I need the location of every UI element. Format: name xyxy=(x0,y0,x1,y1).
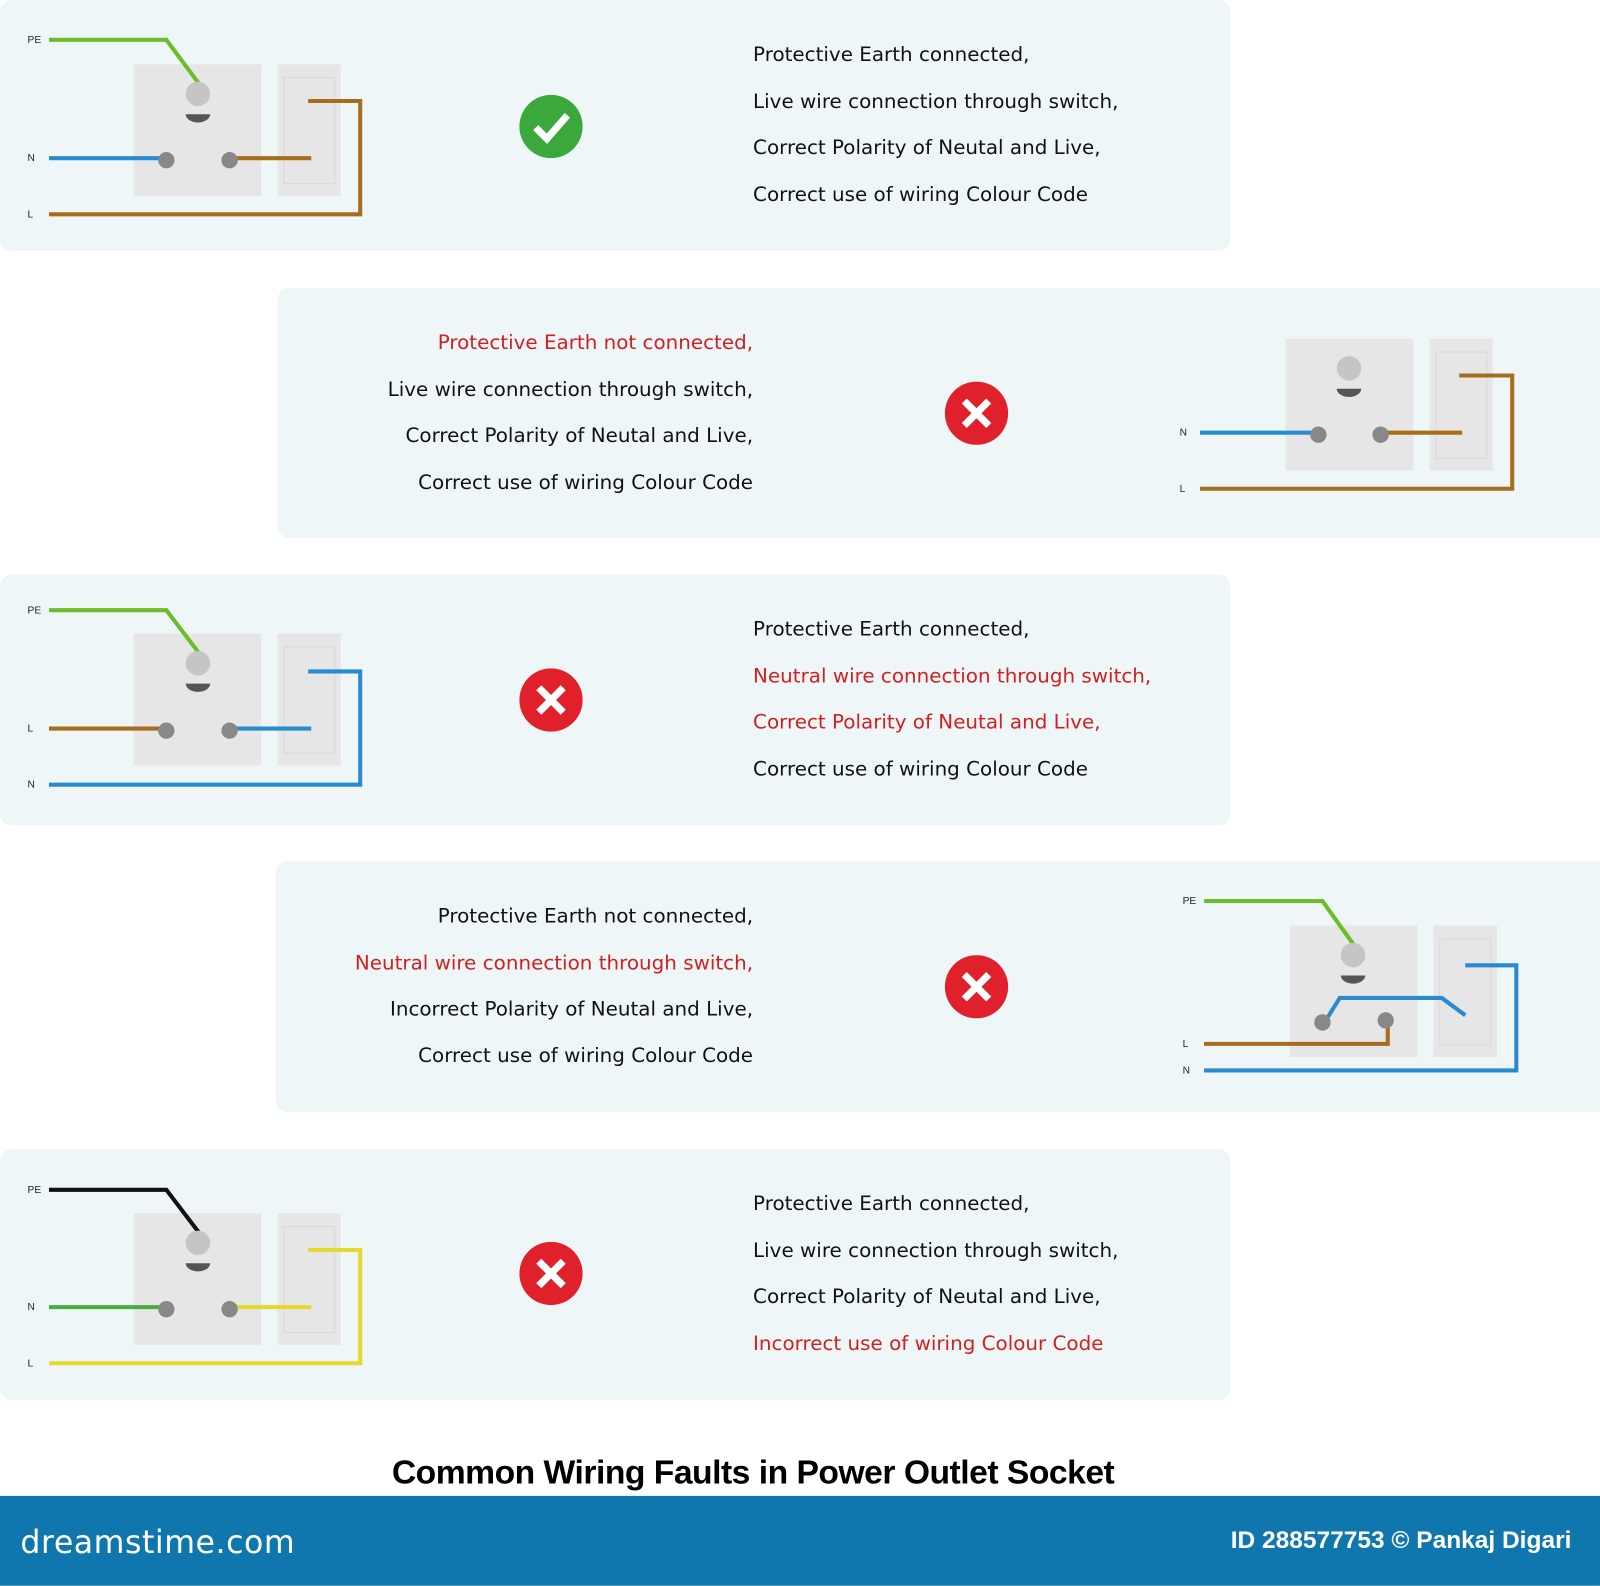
text-line: Protective Earth connected, xyxy=(753,617,1030,641)
cross-icon xyxy=(945,382,1008,445)
cross-icon xyxy=(945,955,1008,1018)
svg-text:PE: PE xyxy=(1182,896,1197,908)
text-line: Correct Polarity of Neutal and Live, xyxy=(405,423,754,448)
text-line-fault: Neutral wire connection through switch, xyxy=(753,663,1152,688)
footer-bar xyxy=(0,1496,1600,1586)
text-line: Correct use of wiring Colour Code xyxy=(418,470,754,494)
svg-text:L: L xyxy=(27,723,34,735)
text-line: Live wire connection through switch, xyxy=(387,377,754,401)
panel-2-text xyxy=(387,330,754,519)
panel-5-text xyxy=(753,1191,1119,1380)
page-title: Common Wiring Faults in Power Outlet Socket xyxy=(391,1453,1115,1491)
socket-diagram-1 xyxy=(0,0,408,251)
text-line: Live wire connection through switch, xyxy=(753,1238,1119,1262)
socket-diagram-4 xyxy=(1163,861,1571,1112)
text-line: Correct use of wiring Colour Code xyxy=(753,182,1088,206)
svg-text:N: N xyxy=(27,1302,35,1314)
svg-text:L: L xyxy=(27,209,34,221)
check-icon xyxy=(519,95,582,158)
panel-1-text xyxy=(753,42,1119,231)
svg-text:N: N xyxy=(1182,1065,1191,1077)
text-line: Correct Polarity of Neutal and Live, xyxy=(753,1284,1101,1309)
svg-text:N: N xyxy=(27,153,35,165)
svg-text:N: N xyxy=(27,779,35,791)
svg-text:PE: PE xyxy=(27,605,42,617)
socket-diagram-2 xyxy=(1163,288,1571,538)
text-line-fault: Protective Earth not connected, xyxy=(437,330,754,355)
image-credit: ID 288577753 © Pankaj Digari xyxy=(1230,1526,1572,1555)
svg-text:PE: PE xyxy=(27,1184,42,1196)
svg-text:N: N xyxy=(1179,427,1187,439)
svg-text:L: L xyxy=(1179,483,1186,495)
text-line: Correct Polarity of Neutal and Live, xyxy=(753,135,1101,160)
socket-diagram-3 xyxy=(0,574,408,825)
panel-4-text xyxy=(355,906,753,1092)
cross-icon xyxy=(519,668,582,731)
svg-text:L: L xyxy=(1182,1038,1189,1050)
text-line: Incorrect Polarity of Neutal and Live, xyxy=(389,997,754,1021)
svg-text:L: L xyxy=(27,1358,34,1370)
text-line: Correct use of wiring Colour Code xyxy=(418,1043,754,1068)
cross-icon xyxy=(519,1242,582,1305)
text-line: Protective Earth not connected, xyxy=(437,904,754,928)
brand-logo[interactable]: dreamstime.com xyxy=(20,1524,296,1562)
socket-diagram-5 xyxy=(0,1149,408,1400)
text-line-fault: Incorrect use of wiring Colour Code xyxy=(753,1331,1104,1355)
text-line: Protective Earth connected, xyxy=(753,1191,1030,1216)
text-line-fault: Correct Polarity of Neutal and Live, xyxy=(753,710,1101,734)
text-line: Correct use of wiring Colour Code xyxy=(753,756,1088,781)
text-line: Live wire connection through switch, xyxy=(753,89,1119,113)
text-line: Protective Earth connected, xyxy=(753,42,1030,67)
svg-text:PE: PE xyxy=(27,34,42,46)
text-line-fault: Neutral wire connection through switch, xyxy=(354,950,754,975)
panel-3-text xyxy=(753,619,1151,805)
